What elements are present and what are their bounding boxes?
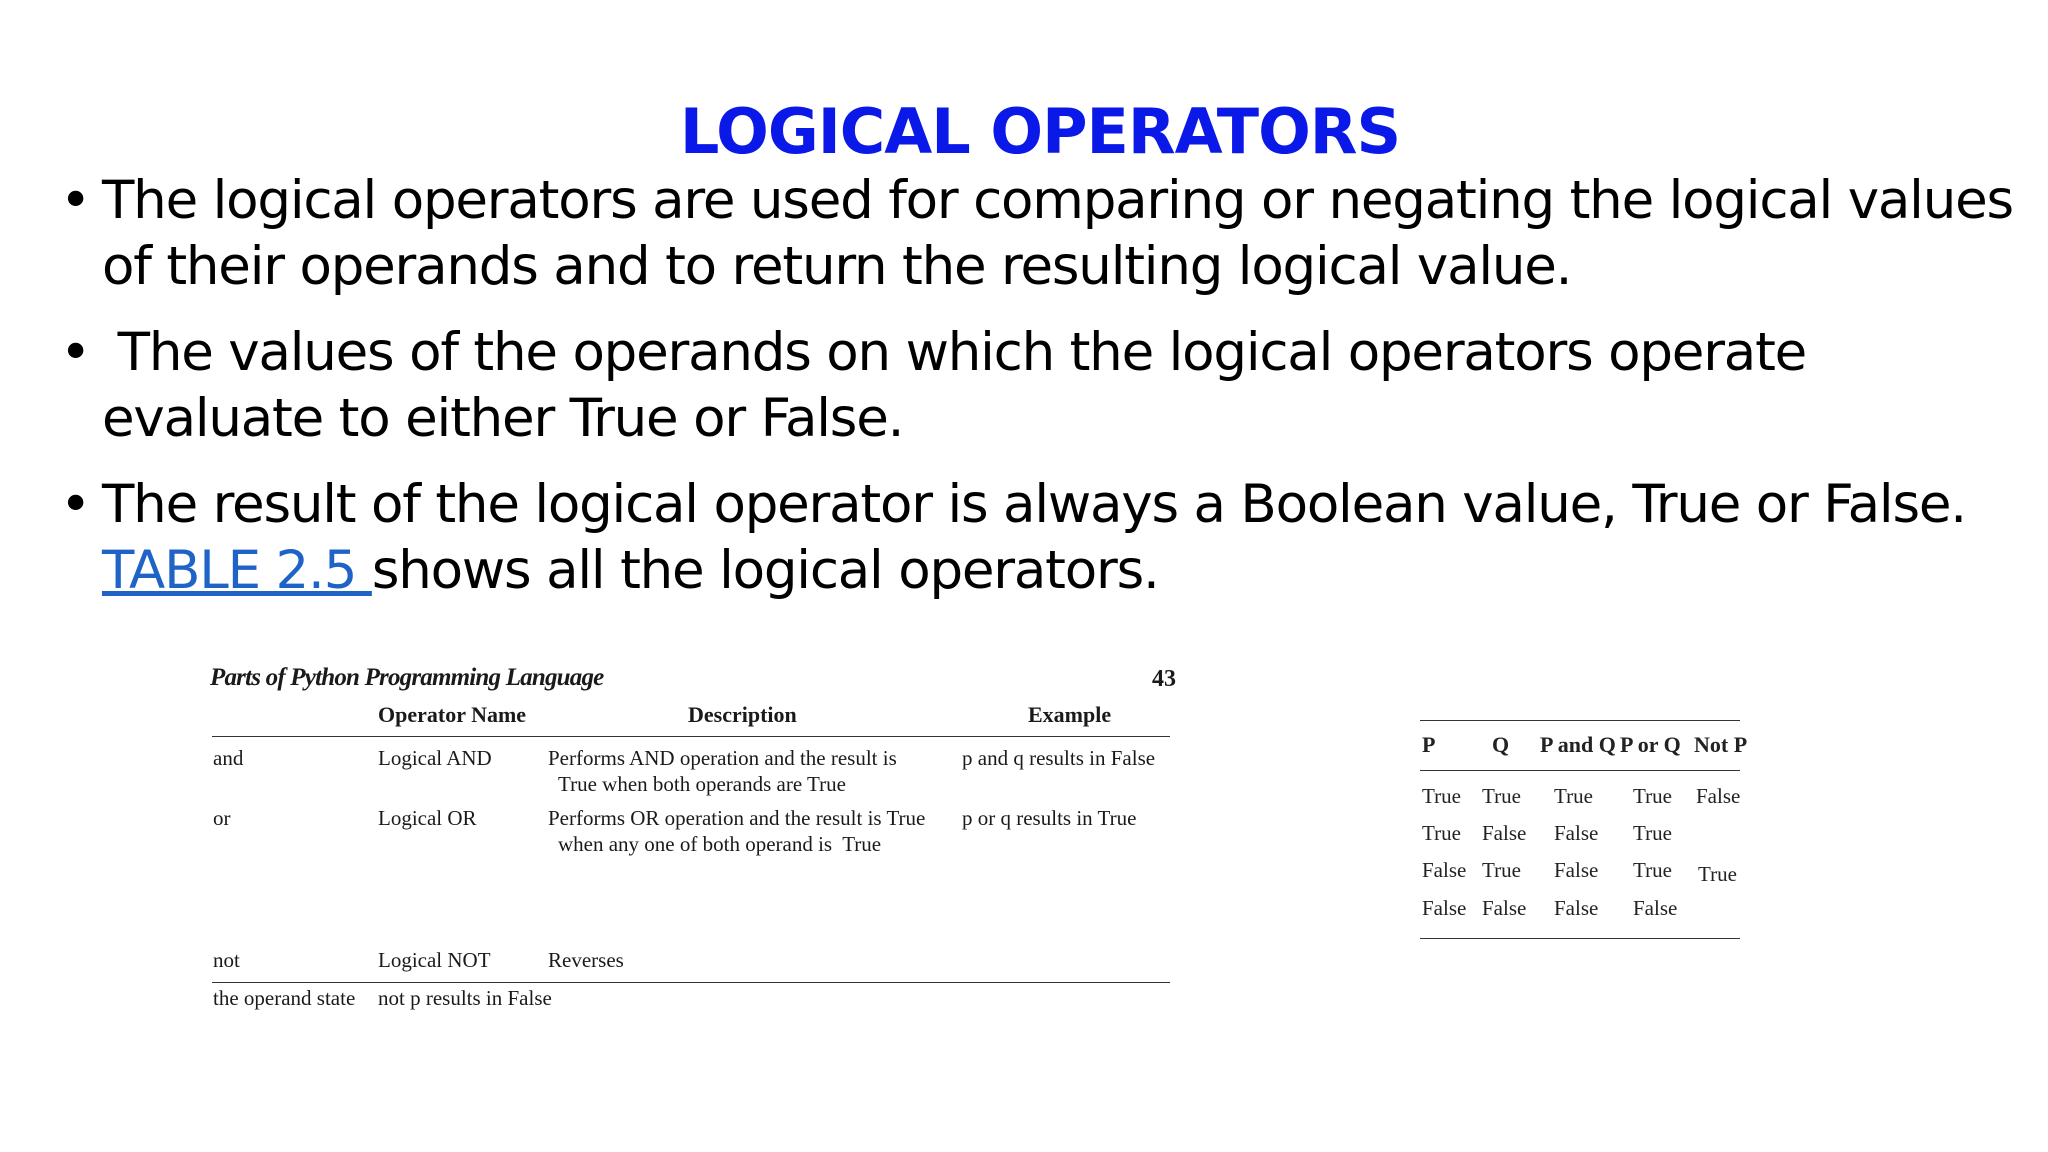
- truth-cell: True: [1698, 862, 1737, 886]
- truth-header-p: P: [1422, 732, 1436, 757]
- description-cell-line2: when any one of both operand is True: [558, 832, 882, 856]
- truth-cell: False: [1422, 896, 1467, 920]
- column-header-description: Description: [688, 702, 797, 727]
- example-cell: p and q results in False: [962, 746, 1156, 770]
- truth-header-not-p: Not P: [1694, 732, 1748, 757]
- table-reference-link[interactable]: TABLE 2.5: [102, 540, 372, 601]
- truth-header-p-and-q: P and Q: [1540, 732, 1616, 757]
- footer-operator-cell: the operand state: [213, 986, 356, 1010]
- bullet-text: The logical operators are used for comparing or negating the logical values of their operands and to return the resulting logical value.: [102, 170, 2013, 297]
- truth-cell: True: [1482, 858, 1521, 882]
- truth-cell: False: [1554, 896, 1599, 920]
- column-header-example: Example: [1028, 702, 1112, 727]
- bullet-text-continued: shows all the logical operators.: [371, 540, 1159, 601]
- book-page-number: 43: [1152, 666, 1176, 692]
- description-cell: Performs AND operation and the result is: [548, 746, 897, 770]
- table-rule: [1420, 720, 1740, 721]
- bullet-dot-icon: •: [60, 474, 91, 535]
- bullet-item: [60, 320, 2030, 452]
- truth-cell: False: [1554, 821, 1599, 845]
- truth-header-q: Q: [1492, 732, 1510, 757]
- description-cell-line2: True when both operands are True: [558, 772, 846, 796]
- truth-cell: True: [1422, 821, 1461, 845]
- table-rule: [1420, 938, 1740, 939]
- operator-name-cell: Logical OR: [378, 806, 477, 830]
- column-header-operator-name: Operator Name: [378, 702, 527, 727]
- bullet-text: The result of the logical operator is always a Boolean value, True or False.: [102, 474, 1966, 535]
- example-cell: p or q results in True: [962, 806, 1137, 830]
- truth-cell: True: [1554, 784, 1593, 808]
- table-rule: [212, 982, 1170, 983]
- truth-cell: False: [1482, 896, 1527, 920]
- truth-cell: False: [1554, 858, 1599, 882]
- truth-cell: False: [1633, 896, 1678, 920]
- truth-cell: True: [1633, 821, 1672, 845]
- description-cell: Reverses: [548, 948, 624, 972]
- bullet-dot-icon: •: [60, 170, 91, 231]
- truth-cell: False: [1422, 858, 1467, 882]
- footer-example-cell: not p results in False: [378, 986, 552, 1010]
- operator-cell: and: [213, 746, 244, 770]
- truth-cell: False: [1482, 821, 1527, 845]
- truth-table-image: [1420, 720, 1748, 944]
- bullet-list: [60, 168, 2030, 624]
- bullet-item: [60, 472, 2030, 604]
- truth-header-p-or-q: P or Q: [1620, 732, 1681, 757]
- bullet-dot-icon: •: [60, 322, 91, 383]
- operator-cell: not: [213, 948, 240, 972]
- table-rule: [1420, 770, 1740, 771]
- truth-cell: True: [1633, 858, 1672, 882]
- book-running-header: Parts of Python Programming Language: [210, 664, 604, 691]
- truth-cell: True: [1422, 784, 1461, 808]
- operator-table-image: [210, 664, 1176, 1024]
- operator-name-cell: Logical NOT: [378, 948, 491, 972]
- bullet-item: [60, 168, 2030, 300]
- operator-cell: or: [213, 806, 231, 830]
- truth-cell: True: [1482, 784, 1521, 808]
- description-cell: Performs OR operation and the result is True: [548, 806, 926, 830]
- truth-cell: False: [1696, 784, 1741, 808]
- truth-cell: True: [1633, 784, 1672, 808]
- table-rule: [212, 736, 1170, 737]
- operator-name-cell: Logical AND: [378, 746, 492, 770]
- bullet-text: The values of the operands on which the logical operators operate evaluate to either True or False.: [102, 322, 1822, 449]
- slide-title: LOGICAL OPERATORS: [679, 95, 1401, 168]
